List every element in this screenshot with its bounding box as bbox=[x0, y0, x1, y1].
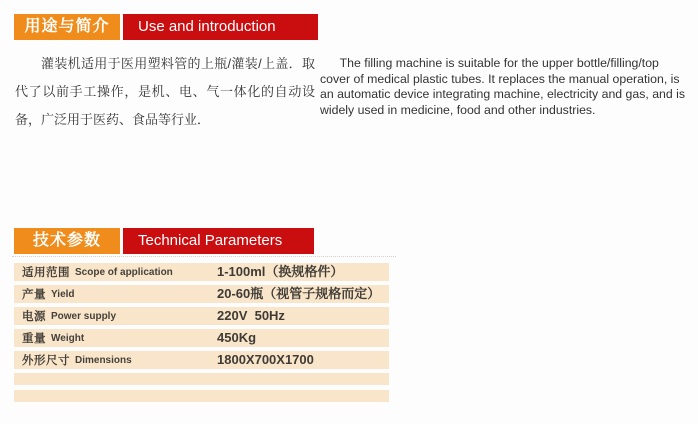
row-label-en: Scope of application bbox=[75, 266, 173, 278]
row-value: 450Kg bbox=[217, 330, 257, 345]
table-row-dimensions bbox=[14, 351, 389, 369]
row-label-cn: 外形尺寸 bbox=[22, 355, 70, 367]
row-label-en: Dimensions bbox=[75, 354, 132, 366]
row-label-cn: 电源 bbox=[22, 311, 46, 323]
row-label-en: Power supply bbox=[51, 310, 117, 322]
intro-title-cn-badge: 用途与简介 bbox=[14, 14, 120, 40]
table-row-empty bbox=[14, 373, 389, 385]
row-label-cn: 产量 bbox=[22, 289, 46, 301]
row-value: 1-100ml（换规格件） bbox=[217, 264, 344, 279]
table-row-scope bbox=[14, 263, 389, 281]
params-title-cn-badge: 技术参数 bbox=[14, 228, 120, 254]
intro-title-en-badge: Use and introduction bbox=[123, 14, 318, 40]
intro-paragraph-cn: 灌装机适用于医用塑料管的上瓶/灌装/上盖．取代了以前手工操作，是机、电、气一体化的自动设备，广泛用于医药、食品等行业． bbox=[15, 56, 315, 127]
table-row-weight bbox=[14, 329, 389, 347]
row-label-cn: 重量 bbox=[22, 333, 46, 345]
row-value: 20-60瓶（视管子规格而定） bbox=[217, 286, 381, 301]
table-row-yield bbox=[14, 285, 389, 303]
table-row-power bbox=[14, 307, 389, 325]
row-label-en: Yield bbox=[51, 288, 75, 300]
params-title-en-badge: Technical Parameters bbox=[123, 228, 314, 254]
row-value: 1800X700X1700 bbox=[217, 352, 314, 367]
row-value: 220V 50Hz bbox=[217, 308, 285, 323]
intro-paragraph-en: The filling machine is suitable for the upper bottle/filling/top cover of medical plastic tubes. It replaces the manual operation, is an automatic device integrating machine, electricity and gas, and is widely used in medicine, food and other industries. bbox=[320, 56, 686, 117]
row-label-en: Weight bbox=[51, 332, 85, 344]
params-dotted-divider bbox=[12, 256, 396, 257]
parameters-table bbox=[14, 263, 389, 402]
table-row-empty bbox=[14, 390, 389, 402]
row-label-cn: 适用范围 bbox=[22, 267, 70, 279]
